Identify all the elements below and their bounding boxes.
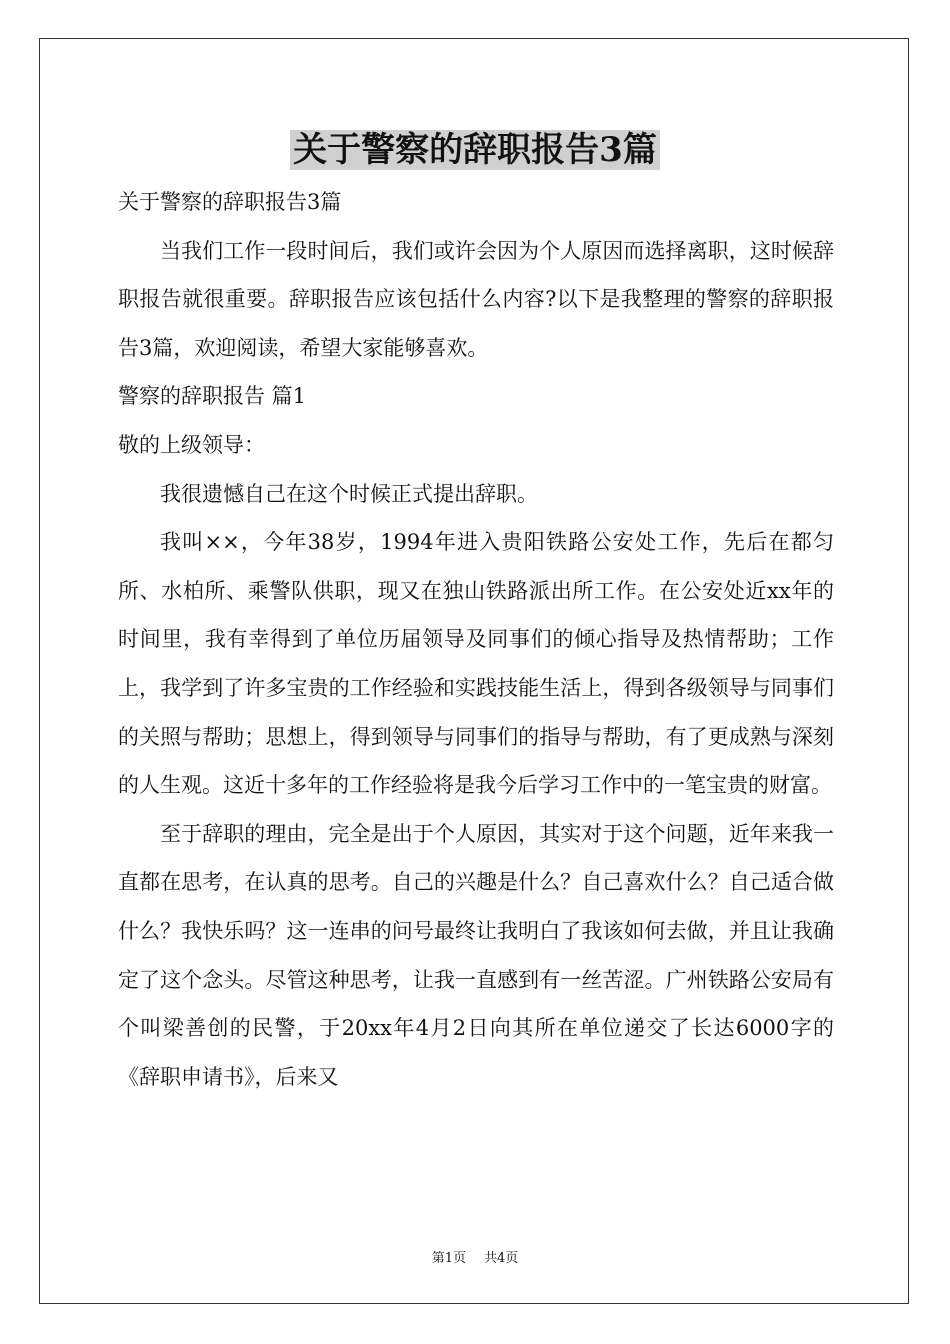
salutation: 敬的上级领导： <box>118 432 265 457</box>
subtitle-line: 关于警察的辞职报告3篇 <box>118 190 342 214</box>
body-paragraph: 至于辞职的理由，完全是出于个人原因，其实对于这个问题，近年来我一直都在思考，在认真的思考。自己的兴趣是什么？自己喜欢什么？自己适合做什么？我快乐吗？这一连串的问号最终让我明白了我该如何去做，并且让我确定了这个念头。尽管这种思考，让我一直感到有一丝苦涩。广州铁路公安局有个叫梁善创的民警，于20xx年4月2日向其所在单位递交了长达6000字的《辞职申请书》，后来又 <box>118 821 834 1089</box>
body-paragraph: 我很遗憾自己在这个时候正式提出辞职。 <box>160 481 538 506</box>
document-title-text: 关于警察的辞职报告3篇 <box>290 130 660 170</box>
page-total: 共4页 <box>484 1251 519 1266</box>
page-footer <box>0 1250 950 1268</box>
page-number: 第1页 <box>431 1251 466 1266</box>
document-title <box>0 128 950 172</box>
body-paragraph: 我叫××，今年38岁，1994年进入贵阳铁路公安处工作，先后在都匀所、水柏所、乘警队供职，现又在独山铁路派出所工作。在公安处近xx年的时间里，我有幸得到了单位历届领导及同事们的倾心指导及热情帮助；工作上，我学到了许多宝贵的工作经验和实践技能生活上，得到各级领导与同事们的关照与帮助；思想上，得到领导与同事们的指导与帮助，有了更成熟与深刻的人生观。这近十多年的工作经验将是我今后学习工作中的一笔宝贵的财富。 <box>118 530 834 798</box>
section-heading: 警察的辞职报告 篇1 <box>118 384 307 409</box>
intro-paragraph: 当我们工作一段时间后，我们或许会因为个人原因而选择离职，这时候辞职报告就很重要。辞职报告应该包括什么内容?以下是我整理的警察的辞职报告3篇，欢迎阅读，希望大家能够喜欢。 <box>118 238 834 360</box>
document-body <box>118 178 834 1101</box>
